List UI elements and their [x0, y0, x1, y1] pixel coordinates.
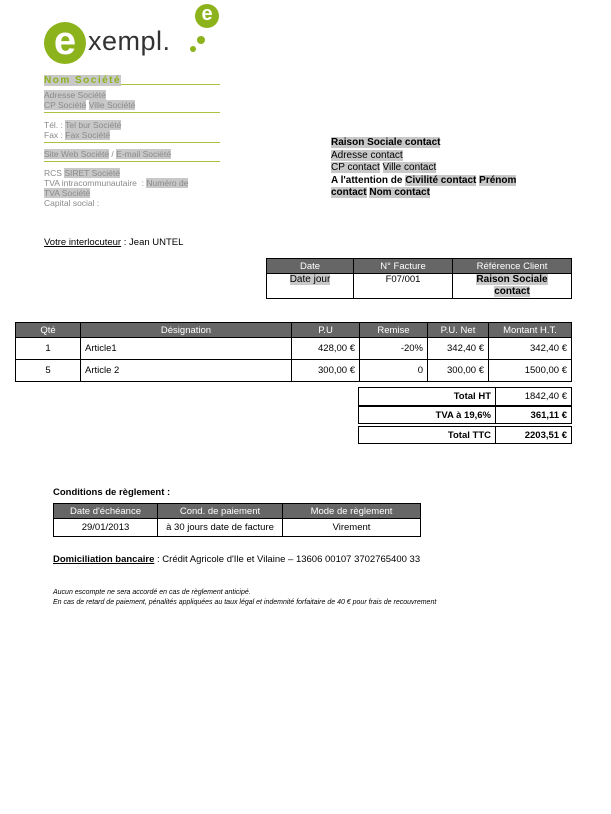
recipient-block — [331, 137, 571, 200]
row-designation: Article1 — [81, 338, 292, 360]
tva-value: 361,11 € — [496, 407, 572, 424]
invoice-ref-1: Raison Sociale — [476, 274, 548, 285]
col-pu: P.U — [292, 323, 360, 338]
bank-text: : Crédit Agricole d'Ile et Vilaine – 13606 00107 3702765400 33 — [154, 554, 421, 565]
row-remise: -20% — [360, 338, 428, 360]
logo-e: e — [53, 19, 77, 63]
sender-sep: / — [111, 149, 114, 159]
sender-legal-block — [44, 168, 220, 208]
sender-tel: Tel bur Société — [65, 120, 122, 130]
col-pu-net: P.U. Net — [428, 323, 489, 338]
invoice-ref-2: contact — [494, 286, 530, 297]
footer-line-1: Aucun escompte ne sera accordé en cas de règlement anticipé. — [53, 589, 251, 596]
col-remise: Remise — [360, 323, 428, 338]
row-remise: 0 — [360, 360, 428, 382]
invoice-date: Date jour — [289, 274, 331, 285]
sender-siret: SIRET Société — [64, 168, 120, 178]
bank-line — [53, 554, 420, 565]
sender-web: Site Web Société — [44, 149, 110, 159]
sender-city: Ville Société — [88, 100, 136, 110]
payment-cond: à 30 jours date de facture — [158, 519, 283, 537]
row-pu: 300,00 € — [292, 360, 360, 382]
sender-address: Adresse Société — [44, 90, 106, 100]
total-ht-value: 1842,40 € — [496, 388, 572, 406]
recipient-prenom: Prénom — [479, 174, 517, 186]
total-ttc-label: Total TTC — [359, 427, 496, 444]
total-ht-label: Total HT — [359, 388, 496, 406]
interlocutor-colon: : — [121, 237, 130, 248]
recipient-prenom-2: contact — [331, 187, 367, 198]
payment-title: Conditions de règlement : — [53, 487, 171, 498]
row-qty: 1 — [16, 338, 81, 360]
recipient-city: Ville contact — [382, 162, 437, 173]
recipient-nom: Nom contact — [369, 187, 430, 198]
sender-tva-2: TVA Société — [44, 188, 91, 198]
interlocutor-label: Votre interlocuteur — [44, 237, 122, 248]
col-num: N° Facture — [354, 259, 453, 274]
logo-text: xempl. — [88, 26, 171, 56]
col-date: Date — [267, 259, 354, 274]
company-name-line — [44, 70, 220, 85]
sender-address-block — [44, 90, 220, 113]
sender-web-block — [44, 149, 220, 162]
recipient-civilite: Civilité contact — [405, 174, 477, 186]
footer-notes — [53, 588, 436, 608]
recipient-address: Adresse contact — [331, 149, 403, 161]
logo-dot-1 — [190, 46, 196, 52]
tel-label: Tél. : — [44, 120, 63, 130]
company-name: Nom Société — [44, 75, 122, 86]
col-due-date: Date d'échéance — [54, 504, 158, 519]
sender-fax: Fax Société — [65, 130, 111, 140]
ttc-table — [358, 426, 572, 444]
invoice-header-table — [266, 258, 572, 299]
row-designation: Article 2 — [81, 360, 292, 382]
row-pu-net: 300,00 € — [428, 360, 489, 382]
row-montant: 1500,00 € — [489, 360, 572, 382]
logo-e-small-circle — [195, 4, 219, 28]
tva-table — [358, 406, 572, 424]
interlocutor-name: Jean UNTEL — [129, 237, 184, 248]
sender-capital: Capital social : — [44, 198, 100, 208]
logo-dot-2 — [197, 36, 205, 44]
fax-label: Fax : — [44, 130, 63, 140]
col-designation: Désignation — [81, 323, 292, 338]
bank-label: Domiciliation bancaire — [53, 554, 155, 565]
logo — [42, 4, 227, 66]
interlocutor — [44, 237, 183, 248]
tva-colon: : — [141, 178, 145, 188]
recipient-cp: CP contact — [331, 162, 380, 173]
total-ttc-value: 2203,51 € — [496, 427, 572, 444]
logo-e-circle — [44, 19, 86, 64]
rcs-label: RCS — [44, 168, 62, 178]
sender-tva-1: Numéro de — [146, 178, 189, 188]
payment-due: 29/01/2013 — [54, 519, 158, 537]
sender-cp: CP Société — [44, 100, 87, 110]
totals-table — [358, 387, 572, 406]
row-pu-net: 342,40 € — [428, 338, 489, 360]
row-pu: 428,00 € — [292, 338, 360, 360]
items-table — [15, 322, 572, 382]
sender-email: E-mail Société — [116, 149, 171, 159]
table-row — [16, 360, 572, 382]
row-qty: 5 — [16, 360, 81, 382]
table-row — [16, 338, 572, 360]
attn-prefix: A l'attention de — [331, 174, 403, 186]
payment-mode: Virement — [283, 519, 421, 537]
col-cond: Cond. de paiement — [158, 504, 283, 519]
payment-table — [53, 503, 421, 537]
recipient-raison: Raison Sociale contact — [331, 137, 441, 148]
col-montant: Montant H.T. — [489, 323, 572, 338]
footer-line-2: En cas de retard de paiement, pénalités appliquées au taux légal et indemnité forfaitaire de 40 € pour frais de recouvrement — [53, 599, 437, 606]
sender-contact-block — [44, 120, 220, 143]
col-qty: Qté — [16, 323, 81, 338]
col-ref: Référence Client — [453, 259, 572, 274]
col-mode: Mode de règlement — [283, 504, 421, 519]
logo-e-small: e — [201, 3, 213, 25]
tva-label: TVA intracommunautaire — [44, 178, 137, 188]
tva-label: TVA à 19,6% — [359, 407, 496, 424]
row-montant: 342,40 € — [489, 338, 572, 360]
invoice-num: F07/001 — [354, 274, 453, 299]
